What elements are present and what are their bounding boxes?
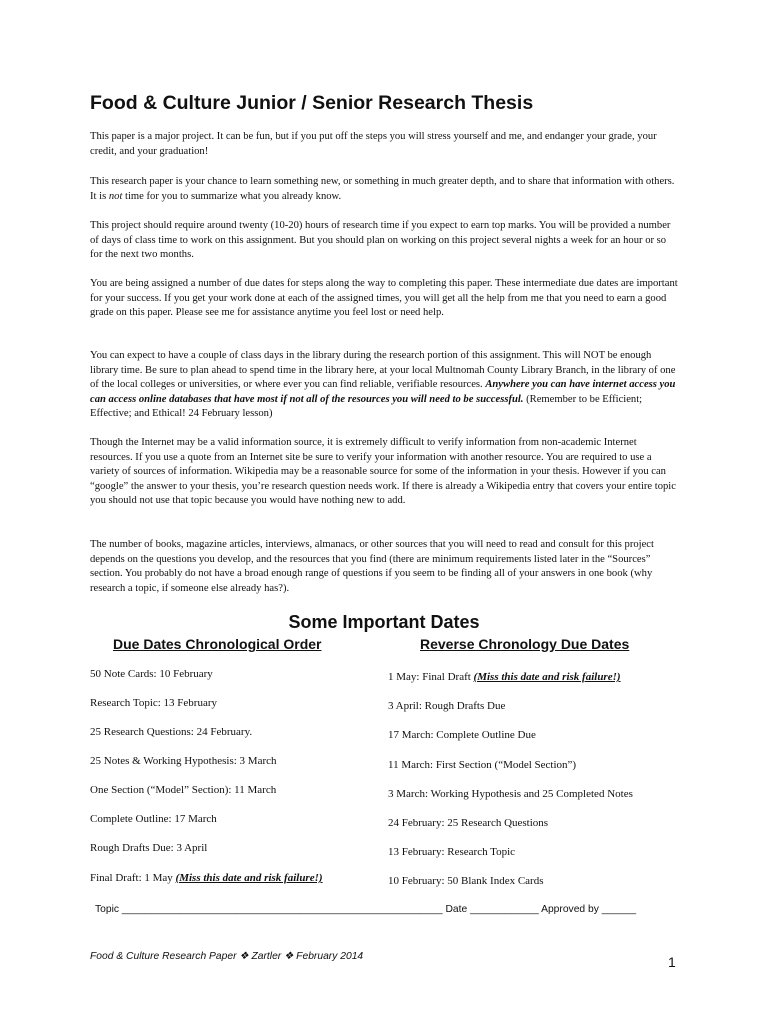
- right-date-item: 10 February: 50 Blank Index Cards: [388, 875, 544, 887]
- left-date-item: Rough Drafts Due: 3 April: [90, 842, 208, 854]
- left-date-item: Complete Outline: 17 March: [90, 813, 217, 825]
- right-date-item: 17 March: Complete Outline Due: [388, 729, 536, 741]
- page-footer: Food & Culture Research Paper ❖ Zartler ❖ February 2014: [90, 951, 364, 962]
- paragraph-chance-text-a: This research paper is your chance to learn something new, or something in much greater depth, and to share that information with others. It is: [90, 176, 675, 202]
- right-date-item: 24 February: 25 Research Questions: [388, 817, 549, 829]
- right-date-item: 11 March: First Section (“Model Section”): [388, 759, 577, 771]
- paragraph-library-text-b: (Remember to be Efficient; Effective; and Ethical! 24 February lesson): [90, 393, 643, 420]
- page-number: 1: [668, 954, 676, 970]
- right-date-item: 3 March: Working Hypothesis and 25 Completed Notes: [388, 788, 633, 800]
- left-date-item: 25 Notes & Working Hypothesis: 3 March: [90, 755, 277, 767]
- left-date-item: Research Topic: 13 February: [90, 697, 218, 709]
- topic-approval-line: Topic ________________________________________________________ Date ____________ Approved by ______: [95, 904, 637, 915]
- right-first-warning: (Miss this date and risk failure!): [473, 671, 621, 683]
- paragraph-chance: [90, 175, 680, 204]
- left-date-item: 25 Research Questions: 24 February.: [90, 726, 253, 738]
- left-date-item: One Section (“Model” Section): 11 March: [90, 784, 277, 796]
- paragraph-library-text-a: You can expect to have a couple of class days in the library during the research portion of this assignment. This will NOT be enough library time. Be sure to plan ahead to spend time in the library here, at your local Multnomah County Library Branch, in the library of one of the local colleges or universities, or where ever you can find reliable, verifiable resources.: [90, 350, 676, 391]
- right-date-first-item: [388, 671, 621, 683]
- left-date-final-item: [90, 872, 323, 884]
- right-first-label: 1 May: Final Draft: [388, 671, 474, 683]
- important-dates-heading: Some Important Dates: [288, 612, 480, 632]
- left-date-item: 50 Note Cards: 10 February: [90, 668, 213, 680]
- paragraph-chance-not: not: [108, 190, 123, 202]
- paragraph-sources: The number of books, magazine articles, interviews, almanacs, or other sources that you will need to read and consult for this project depends on the questions you develop, and the resources that you find (there are minimum requirements listed later in the “Sources” section. You probably do not have a broad enough range of questions if you seem to be finding all of your answers in one book (why research a topic, if someone else already has?).: [90, 539, 654, 594]
- chronological-heading: Due Dates Chronological Order: [113, 636, 322, 652]
- paragraph-library: [90, 349, 680, 422]
- reverse-chronology-heading: Reverse Chronology Due Dates: [420, 636, 630, 652]
- left-final-warning: (Miss this date and risk failure!): [175, 872, 323, 884]
- right-date-item: 3 April: Rough Drafts Due: [388, 700, 506, 712]
- left-final-label: Final Draft: 1 May: [90, 872, 176, 884]
- right-date-item: 13 February: Research Topic: [388, 846, 516, 858]
- paragraph-intro: This paper is a major project. It can be fun, but if you put off the steps you will stress yourself and me, and endanger your grade, your credit, and your graduation!: [90, 131, 657, 157]
- paragraph-library-emphasis: Anywhere you can have internet access you can access online databases that have most if not all of the resources you will need to be successful.: [90, 379, 676, 405]
- paragraph-hours: This project should require around twenty (10-20) hours of research time if you expect to earn top marks. You will be provided a number of days of class time to work on this assignment. But you should plan on working on this project several nights a week for an hour or so for the next two months.: [90, 220, 671, 261]
- paragraph-internet: Though the Internet may be a valid information source, it is extremely difficult to verify information from non-academic Internet resources. If you use a quote from an Internet site be sure to verify your information with another resource. You are required to use a variety of sources of information. Wikipedia may be a reasonable source for some of the information in your thesis. However if you can “google” the answer to your thesis, you’re research question needs work. If there is already a Wikipedia entry that covers your entire topic you should not use that topic because you would have nothing new to add.: [90, 437, 676, 507]
- page-title: Food & Culture Junior / Senior Research Thesis: [90, 92, 534, 114]
- paragraph-due-dates: You are being assigned a number of due dates for steps along the way to completing this paper. These intermediate due dates are important for your success. If you get your work done at each of the assigned times, you will get all the help from me that you need to earn a good grade on this paper. Please see me for assistance anytime you feel lost or need help.: [90, 278, 678, 319]
- paragraph-chance-text-b: time for you to summarize what you already know.: [122, 190, 342, 202]
